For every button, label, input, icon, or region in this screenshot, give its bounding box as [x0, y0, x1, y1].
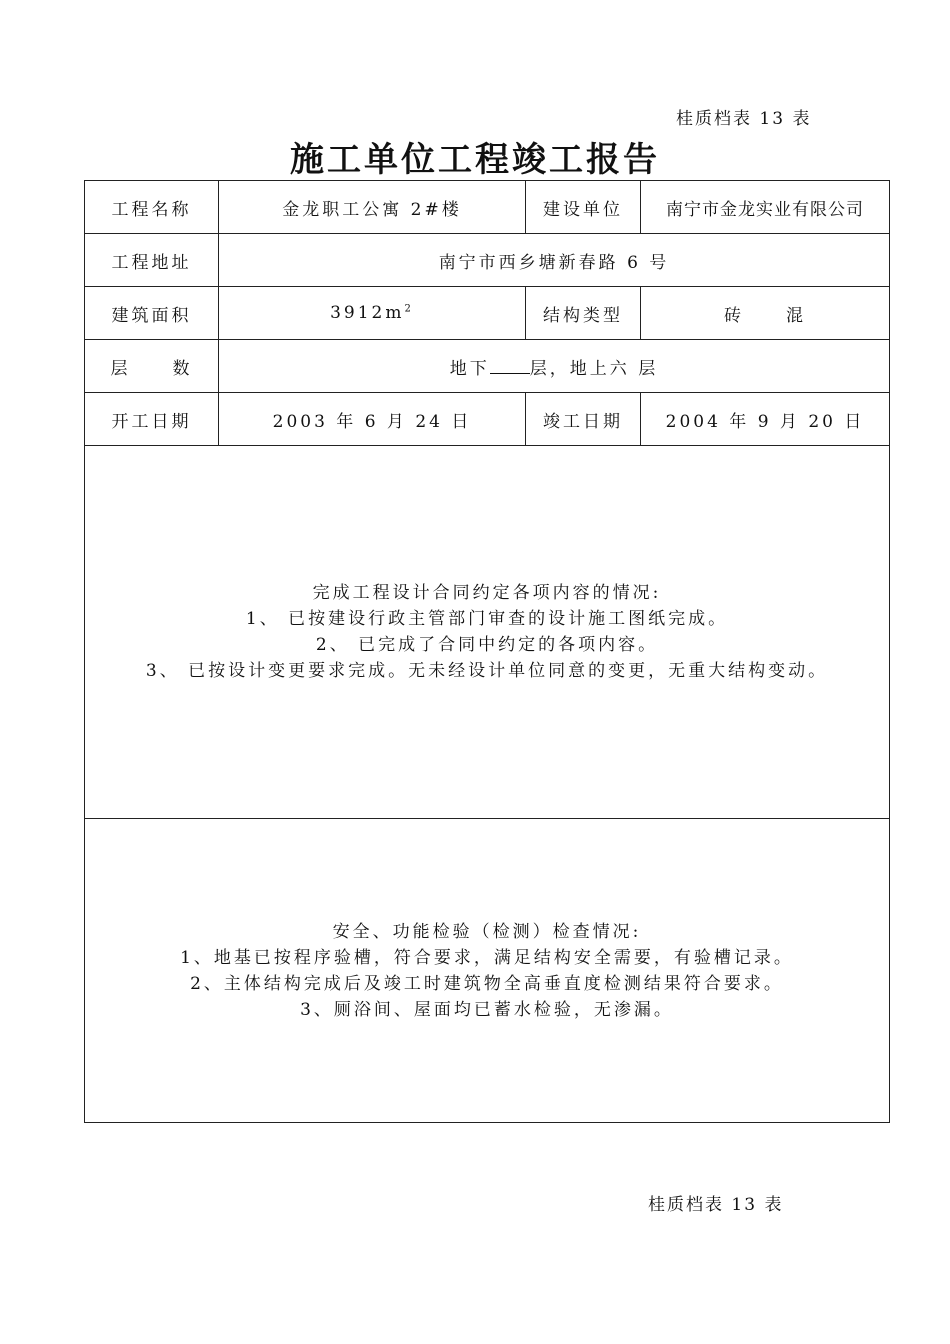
address-label: 工程地址 [85, 234, 219, 287]
floors-prefix: 地下 [449, 358, 490, 379]
start-date-value: 2003 年 6 月 24 日 [219, 393, 526, 446]
area-value [219, 287, 526, 340]
finish-date-label: 竣工日期 [526, 393, 641, 446]
contract-item: 3、 已按设计变更要求完成。无未经设计单位同意的变更，无重大结构变动。 [145, 661, 829, 681]
row-floors [85, 340, 890, 393]
floors-suffix: 层，地上六 层 [529, 358, 659, 379]
form-code-top: 桂质档表 13 表 [676, 109, 812, 129]
builder-value: 南宁市金龙实业有限公司 [641, 181, 890, 234]
builder-label: 建设单位 [526, 181, 641, 234]
structure-value-mixed: 混 [786, 305, 806, 326]
area-unit-superscript: 2 [404, 303, 414, 315]
row-contract-section [85, 446, 890, 819]
contract-section-heading: 完成工程设计合同约定各项内容的情况: [312, 583, 662, 603]
inspection-section [85, 819, 890, 1123]
area-number: 3912m [330, 303, 405, 323]
inspection-item: 2、主体结构完成后及竣工时建筑物全高垂直度检测结果符合要求。 [190, 973, 784, 994]
structure-value-brick: 砖 [724, 305, 744, 326]
floors-label [85, 340, 219, 393]
contract-item: 2、 已完成了合同中约定的各项内容。 [315, 635, 659, 655]
floors-value [219, 340, 890, 393]
finish-date-value: 2004 年 9 月 20 日 [641, 393, 890, 446]
address-value: 南宁市西乡塘新春路 6 号 [219, 234, 890, 287]
floors-label-char-1: 层 [110, 358, 131, 379]
area-label: 建筑面积 [85, 287, 219, 340]
floors-underground-blank [490, 357, 530, 374]
completion-report-table [84, 180, 890, 1123]
structure-label: 结构类型 [526, 287, 641, 340]
inspection-item: 1、地基已按程序验槽，符合要求，满足结构安全需要，有验槽记录。 [180, 947, 794, 968]
row-address [85, 234, 890, 287]
form-code-bottom: 桂质档表 13 表 [648, 1195, 784, 1215]
row-area [85, 287, 890, 340]
start-date-label: 开工日期 [85, 393, 219, 446]
inspection-item: 3、厕浴间、屋面均已蓄水检验，无渗漏。 [300, 999, 674, 1020]
page-title: 施工单位工程竣工报告 [290, 140, 660, 180]
inspection-section-heading: 安全、功能检验（检测）检查情况: [332, 921, 642, 942]
floors-label-char-2: 数 [172, 358, 193, 379]
row-project-name [85, 181, 890, 234]
contract-section [85, 446, 890, 819]
structure-value [641, 287, 890, 340]
project-name-value: 金龙职工公寓 2#楼 [219, 181, 526, 234]
project-name-label: 工程名称 [85, 181, 219, 234]
row-inspection-section [85, 819, 890, 1123]
row-dates [85, 393, 890, 446]
contract-item: 1、 已按建设行政主管部门审查的设计施工图纸完成。 [245, 609, 729, 629]
